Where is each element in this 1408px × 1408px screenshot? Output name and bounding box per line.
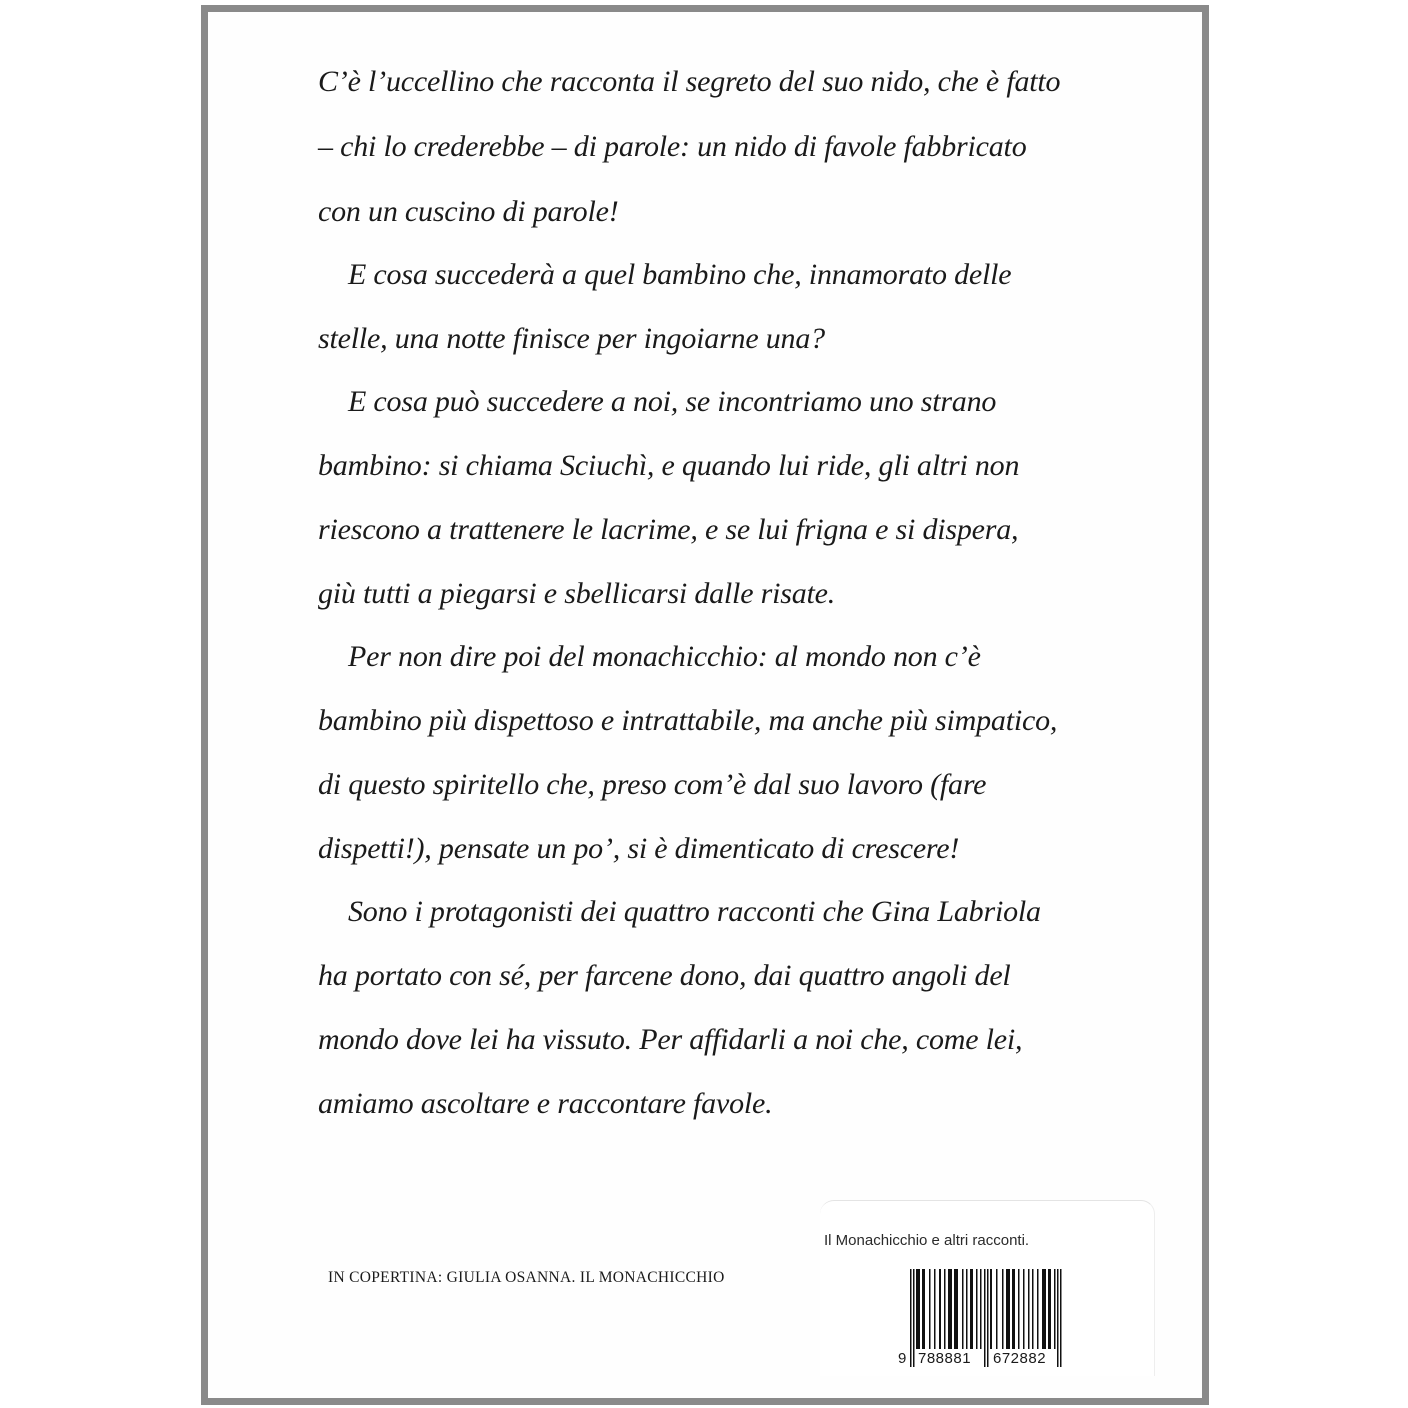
barcode-prefix-digit: 9 (898, 1350, 907, 1367)
body-line: dispetti!), pensate un po’, si è dimenticato di crescere! (318, 832, 960, 865)
barcode-left-group: 788881 (918, 1350, 972, 1367)
body-line: mondo dove lei ha vissuto. Per affidarli a noi che, come lei, (318, 1023, 1023, 1056)
body-line: bambino: si chiama Sciuchì, e quando lui ride, gli altri non (318, 449, 1020, 482)
body-line: stelle, una notte finisce per ingoiarne una? (318, 322, 825, 355)
body-line: – chi lo crederebbe – di parole: un nido di favole fabbricato (318, 130, 1027, 163)
isbn-barcode (898, 1269, 1070, 1367)
body-line: con un cuscino di parole! (318, 195, 619, 228)
body-line: bambino più dispettoso e intrattabile, ma anche più simpatico, (318, 704, 1058, 737)
sticker-title: Il Monachicchio e altri racconti. (824, 1232, 1030, 1249)
body-line: Per non dire poi del monachicchio: al mondo non c’è (348, 640, 981, 673)
body-line: C’è l’uccellino che racconta il segreto del suo nido, che è fatto (318, 65, 1061, 98)
book-back-cover (201, 5, 1209, 1405)
barcode-sticker (820, 1200, 1155, 1376)
body-line: di questo spiritello che, preso com’è dal suo lavoro (fare (318, 768, 987, 801)
body-line: riescono a trattenere le lacrime, e se lui frigna e si dispera, (318, 513, 1019, 546)
body-line: E cosa può succedere a noi, se incontriamo uno strano (348, 385, 997, 418)
barcode-right-group: 672882 (993, 1350, 1047, 1367)
body-line: amiamo ascoltare e raccontare favole. (318, 1087, 773, 1120)
cover-credit: IN COPERTINA: GIULIA OSANNA. IL MONACHICCHIO (328, 1269, 725, 1286)
body-line: Sono i protagonisti dei quattro racconti che Gina Labriola (348, 895, 1041, 928)
body-line: giù tutti a piegarsi e sbellicarsi dalle risate. (318, 577, 836, 610)
body-line: ha portato con sé, per farcene dono, dai quattro angoli del (318, 959, 1011, 992)
body-line: E cosa succederà a quel bambino che, innamorato delle (348, 258, 1012, 291)
